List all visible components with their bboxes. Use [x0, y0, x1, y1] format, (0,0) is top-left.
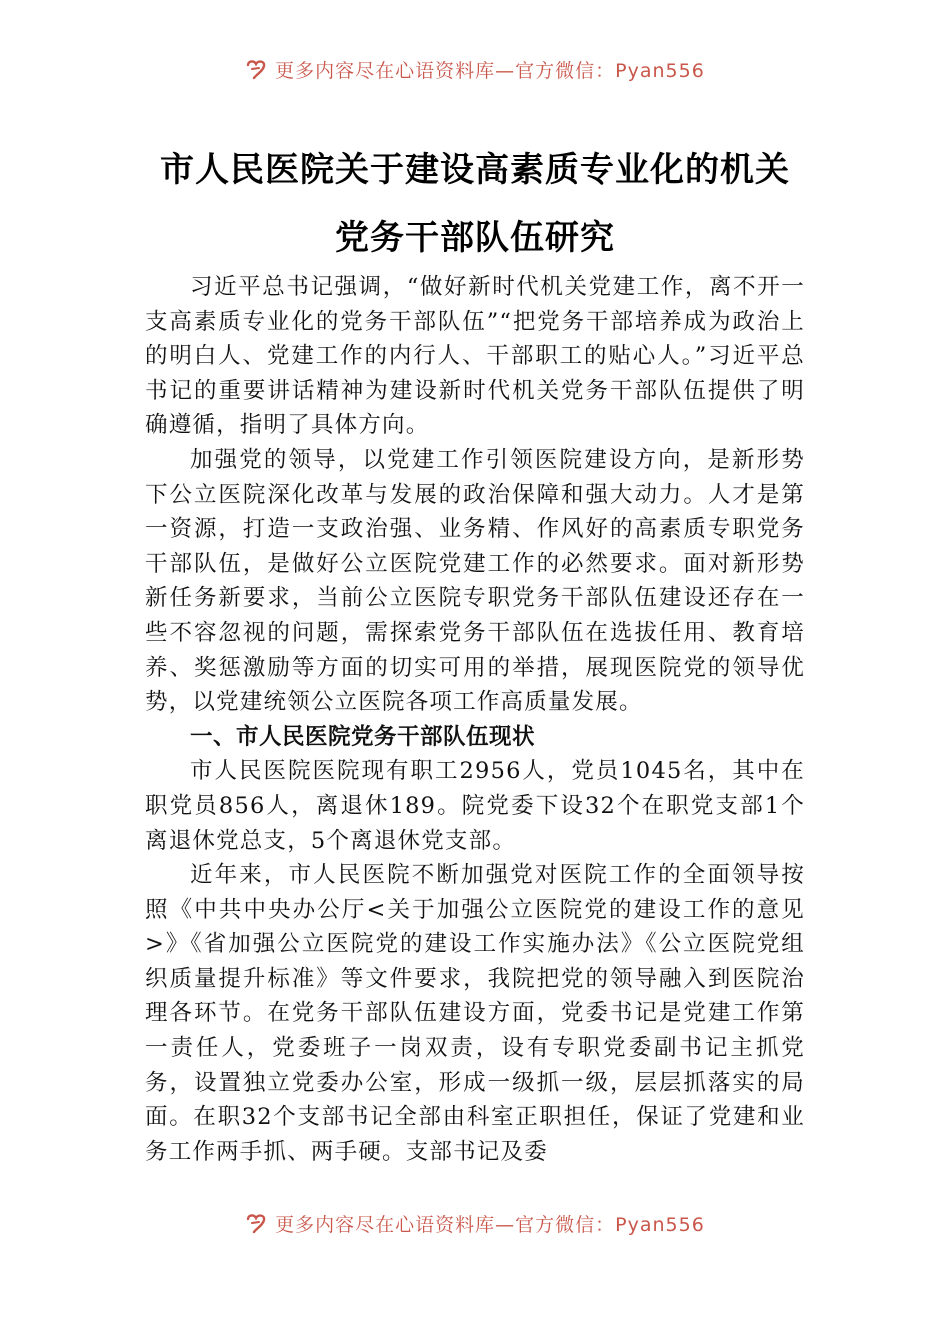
watermark-header: [0, 56, 950, 83]
document-title-line-2: 党务干部队伍研究: [335, 218, 615, 258]
paragraph-section1-1: 市人民医院医院现有职工2956人，党员1045名，其中在职党员856人，离退休189。院党委下设32个在职党支部1个离退休党总支，5个离退休党支部。: [145, 758, 805, 854]
paragraph-intro-1: 习近平总书记强调，“做好新时代机关党建工作，离不开一支高素质专业化的党务干部队伍”“把党务干部培养成为政治上的明白人、党建工作的内行人、干部职工的贴心人。”习近平总书记的重要讲话精神为建设新时代机关党务干部队伍提供了明确遵循，指明了具体方向。: [145, 274, 805, 439]
watermark-footer: [0, 1210, 950, 1237]
document-title-line-1: 市人民医院关于建设高素质专业化的机关: [160, 150, 790, 190]
watermark-text: 更多内容尽在心语资料库—官方微信：Pyan556: [275, 1214, 705, 1236]
document-body: [145, 270, 805, 1169]
heart-logo-icon: [245, 1213, 269, 1235]
section-heading-1: 一、市人民医院党务干部队伍现状: [190, 723, 536, 750]
paragraph-intro-2: 加强党的领导，以党建工作引领医院建设方向，是新形势下公立医院深化改革与发展的政治保障和强大动力。人才是第一资源，打造一支政治强、业务精、作风好的高素质专职党务干部队伍，是做好公立医院党建工作的必然要求。面对新形势新任务新要求，当前公立医院专职党务干部队伍建设还存在一些不容忽视的问题，需探索党务干部队伍在选拔任用、教育培养、奖惩激励等方面的切实可用的举措，展现医院党的领导优势，以党建统领公立医院各项工作高质量发展。: [145, 446, 805, 716]
paragraph-section1-2: 近年来，市人民医院不断加强党对医院工作的全面领导按照《中共中央办公厅<关于加强公立医院党的建设工作的意见>》《省加强公立医院党的建设工作实施办法》《公立医院党组织质量提升标准》等文件要求，我院把党的领导融入到医院治理各环节。在党务干部队伍建设方面，党委书记是党建工作第一责任人，党委班子一岗双责，设有专职党委副书记主抓党务，设置独立党委办公室，形成一级抓一级，层层抓落实的局面。在职32个支部书记全部由科室正职担任，保证了党建和业务工作两手抓、两手硬。支部书记及委: [145, 862, 805, 1165]
heart-logo-icon: [245, 59, 269, 81]
watermark-text: 更多内容尽在心语资料库—官方微信：Pyan556: [275, 60, 705, 82]
